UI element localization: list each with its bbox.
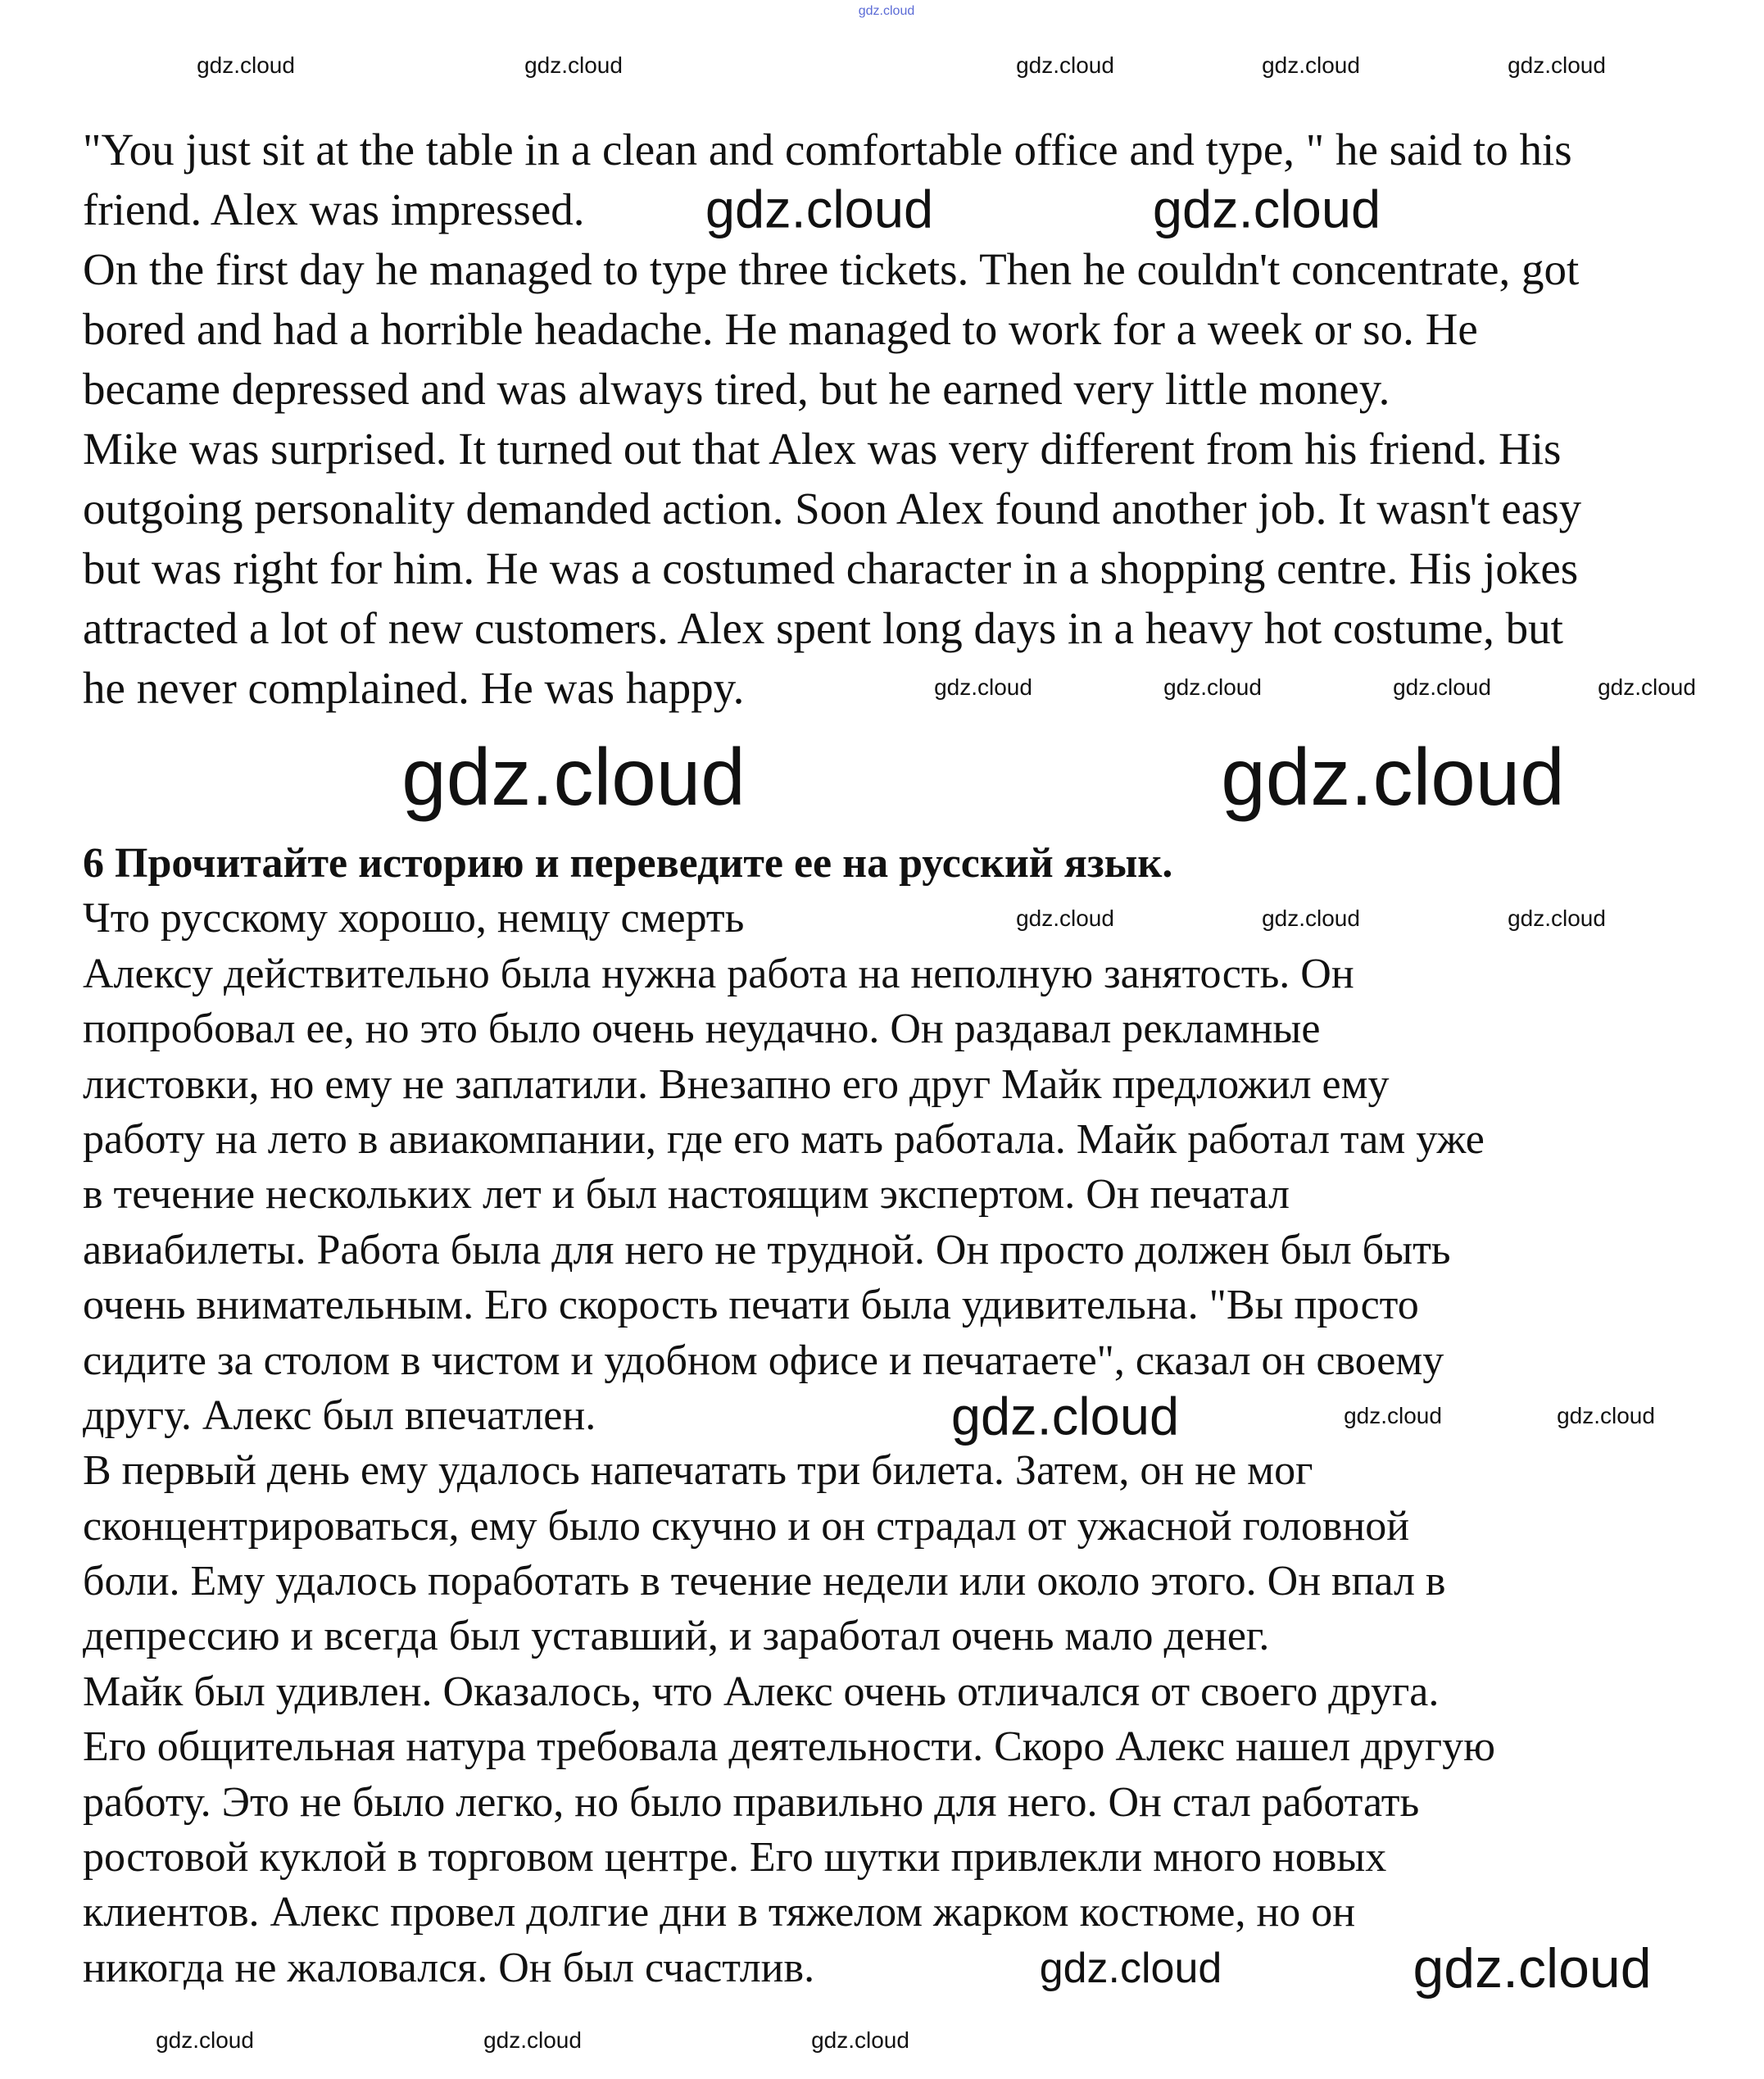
task-heading: 6 Прочитайте историю и переведите ее на русский язык. xyxy=(83,840,1173,887)
text-line: friend. Alex was impressed. xyxy=(83,184,585,234)
watermark: gdz.cloud xyxy=(1598,674,1696,700)
watermark: gdz.cloud xyxy=(705,179,934,239)
watermark: gdz.cloud xyxy=(1262,906,1360,931)
text-line: клиентов. Алекс провел долгие дни в тяжелом жарком костюме, но он xyxy=(83,1889,1356,1936)
text-line: "You just sit at the table in a clean and comfortable office and type, " he said to his xyxy=(83,125,1572,175)
text-line: боли. Ему удалось поработать в течение недели или около этого. Он впал в xyxy=(83,1558,1446,1605)
text-line: became depressed and was always tired, but he earned very little money. xyxy=(83,364,1390,414)
text-line: очень внимательным. Его скорость печати была удивительна. "Вы просто xyxy=(83,1282,1419,1329)
text-line: but was right for him. He was a costumed character in a shopping centre. His jokes xyxy=(83,543,1579,593)
text-line: Майк был удивлен. Оказалось, что Алекс очень отличался от своего друга. xyxy=(83,1668,1440,1715)
watermark: gdz.cloud xyxy=(197,52,295,78)
watermark: gdz.cloud xyxy=(1262,52,1360,78)
translation-task-block xyxy=(83,836,1746,2000)
text-line: В первый день ему удалось напечатать три билета. Затем, он не мог xyxy=(83,1447,1313,1495)
text-line: депрессию и всегда был уставший, и заработал очень мало денег. xyxy=(83,1613,1270,1660)
text-line: работу. Это не было легко, но было правильно для него. Он стал работать xyxy=(83,1778,1420,1826)
watermark: gdz.cloud xyxy=(950,1386,1180,1446)
watermark: gdz.cloud xyxy=(1039,1945,1222,1992)
text-line: On the first day he managed to type three tickets. Then he couldn't concentrate, got xyxy=(83,244,1580,294)
text-line: outgoing personality demanded action. Soon Alex found another job. It wasn't easy xyxy=(83,483,1582,533)
text-line: ростовой куклой в торговом центре. Его шутки привлекли много новых xyxy=(83,1834,1387,1882)
text-line: сконцентрироваться, ему было скучно и он страдал от ужасной головной xyxy=(83,1502,1410,1550)
watermark: gdz.cloud xyxy=(1221,732,1565,822)
watermark: gdz.cloud xyxy=(1163,674,1262,700)
text-line: никогда не жаловался. Он был счастлив. xyxy=(83,1944,815,1991)
text-line: в течение нескольких лет и был настоящим экспертом. Он печатал xyxy=(83,1171,1290,1219)
watermark: gdz.cloud xyxy=(1344,1403,1442,1428)
watermark: gdz.cloud xyxy=(934,674,1032,700)
watermark: gdz.cloud xyxy=(1413,1937,1652,2000)
watermark: gdz.cloud xyxy=(1508,906,1606,931)
watermark: gdz.cloud xyxy=(1557,1403,1655,1428)
watermark: gdz.cloud xyxy=(1016,906,1114,931)
watermark: gdz.cloud xyxy=(156,2027,254,2053)
watermark: gdz.cloud xyxy=(858,4,915,18)
text-line: Mike was surprised. It turned out that Alex was very different from his friend. His xyxy=(83,424,1562,474)
watermark: gdz.cloud xyxy=(1152,179,1381,239)
text-line: Алексу действительно была нужна работа на неполную занятость. Он xyxy=(83,950,1354,997)
text-line: работу на лето в авиакомпании, где его мать работала. Майк работал там уже xyxy=(83,1115,1485,1163)
watermark: gdz.cloud xyxy=(1508,52,1606,78)
story-title: Что русскому хорошо, немцу смерть xyxy=(83,895,745,942)
text-line: Его общительная натура требовала деятельности. Скоро Алекс нашел другую xyxy=(83,1723,1495,1771)
text-line: авиабилеты. Работа была для него не трудной. Он просто должен был быть xyxy=(83,1226,1451,1273)
text-line: he never complained. He was happy. xyxy=(83,663,745,713)
watermark: gdz.cloud xyxy=(811,2027,909,2053)
watermark: gdz.cloud xyxy=(1016,52,1114,78)
watermark: gdz.cloud xyxy=(1393,674,1491,700)
text-line: листовки, но ему не заплатили. Внезапно его друг Майк предложил ему xyxy=(83,1060,1390,1108)
text-line: попробовал ее, но это было очень неудачно. Он раздавал рекламные xyxy=(83,1005,1321,1053)
watermark: gdz.cloud xyxy=(524,52,623,78)
watermark: gdz.cloud xyxy=(483,2027,582,2053)
text-line: bored and had a horrible headache. He managed to work for a week or so. He xyxy=(83,304,1478,354)
text-line: сидите за столом в чистом и удобном офисе и печатаете", сказал он своему xyxy=(83,1337,1444,1384)
watermark: gdz.cloud xyxy=(401,732,746,822)
text-line: другу. Алекс был впечатлен. xyxy=(83,1391,596,1439)
text-line: attracted a lot of new customers. Alex spent long days in a heavy hot costume, but xyxy=(83,603,1563,653)
